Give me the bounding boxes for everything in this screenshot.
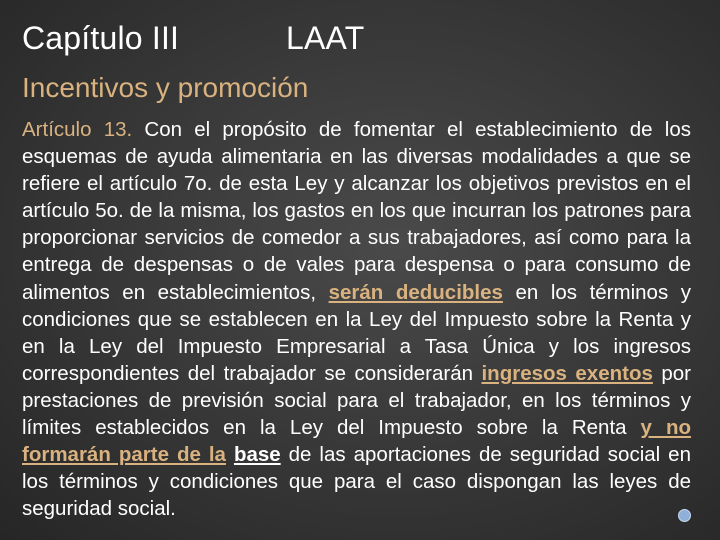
highlight-not-part-of: y no formarán parte de la (22, 416, 691, 467)
slide-nav-dot[interactable] (678, 509, 691, 522)
article-text-part-2: en los términos y condiciones que se establecen en la Ley del Impuesto sobre la Renta y en la Ley del Impuesto Empresarial a Tasa Única y los ingresos correspondientes del trabajador se considerarán (22, 280, 691, 385)
article-label: Artículo 13. (22, 118, 133, 141)
article-text-part-1: Con el propósito de fomentar el establecimiento de los esquemas de ayuda alimentaria en las diversas modalidades a que se refiere el artículo 7o. de esta Ley y alcanzar los objetivos previstos en el artículo 5o. de la misma, los gastos en los que incurran los patrones para proporcionar servicios de comedor a sus trabajadores, así como para la entrega de despensas o de vales para despensa o para consumo de alimentos en establecimientos, (22, 118, 691, 304)
chapter-title: Capítulo III (22, 20, 180, 56)
law-acronym: LAAT (286, 20, 365, 56)
slide-title (22, 20, 365, 57)
highlight-exempt-income: ingresos exentos (481, 361, 653, 385)
article-text-part-5: de las aportaciones de seguridad social en los términos y condiciones que para el caso dispongan las leyes de seguridad social. (22, 443, 691, 521)
highlight-deductible: serán deducibles (328, 280, 503, 304)
article-text-part-4 (226, 443, 234, 466)
article-body (22, 116, 691, 522)
section-subtitle: Incentivos y promoción (22, 72, 309, 103)
article-text-part-3: por prestaciones de previsión social para el trabajador, en los términos y límites establecidos en la Ley del Impuesto sobre la Renta (22, 361, 691, 440)
highlight-base: base (233, 443, 281, 467)
